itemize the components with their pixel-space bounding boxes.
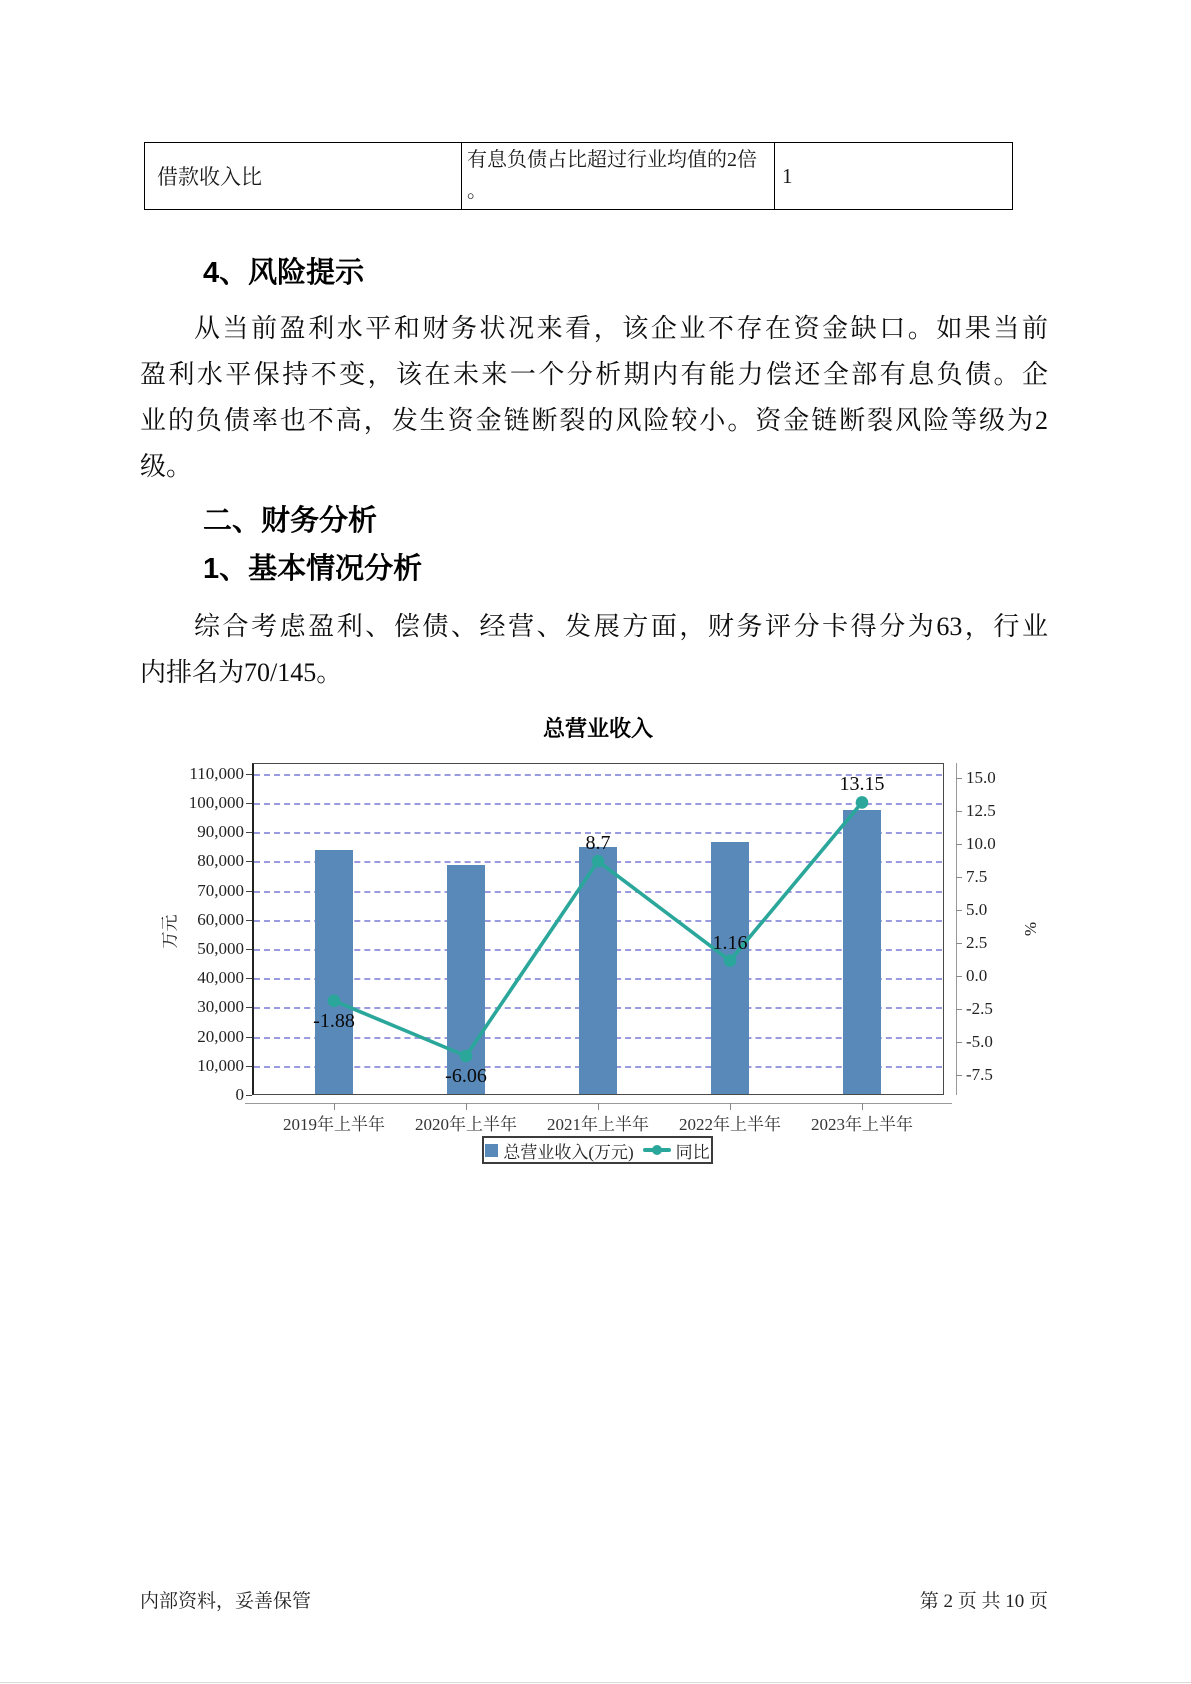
left-axis-tick <box>246 803 252 804</box>
table-cell-description: 有息负债占比超过行业均值的2倍 。 <box>462 143 775 210</box>
left-tick-label: 40,000 <box>197 968 244 988</box>
legend-item-revenue <box>485 1138 633 1163</box>
continuation-table <box>144 142 1013 210</box>
data-point-marker <box>328 995 341 1008</box>
paragraph-line: 业的负债率也不高，发生资金链断裂的风险较小。资金链断裂风险等级为2 <box>140 406 1048 435</box>
x-axis-tick <box>730 1103 731 1110</box>
data-point-label: -6.06 <box>445 1064 487 1087</box>
left-axis-tick <box>246 891 252 892</box>
left-axis-tick <box>246 832 252 833</box>
line-dot-icon <box>652 1145 662 1155</box>
data-point-label: 13.15 <box>839 773 885 796</box>
legend-label-yoy: 同比 <box>675 1142 710 1162</box>
left-tick-label: 20,000 <box>197 1026 244 1046</box>
x-tick-label: 2022年上半年 <box>679 1115 781 1134</box>
left-axis-tick <box>246 978 252 979</box>
right-axis-tick <box>956 976 962 977</box>
left-tick-label: 50,000 <box>197 939 244 958</box>
right-axis-tick <box>956 778 962 779</box>
left-tick-label: 10,000 <box>197 1055 244 1075</box>
right-axis-tick <box>956 1075 962 1076</box>
left-tick-label: 30,000 <box>197 997 244 1017</box>
right-axis-tick <box>956 910 962 911</box>
data-point-label: -1.88 <box>313 1009 355 1032</box>
legend-item-yoy <box>643 1138 710 1163</box>
left-tick-label: 100,000 <box>188 793 244 812</box>
left-tick-label: 0 <box>235 1085 244 1104</box>
paragraph-line: 级。 <box>140 452 193 481</box>
footer-page-number: 第 2 页 共 10 页 <box>919 1591 1048 1612</box>
right-tick-label: 0.0 <box>966 966 988 985</box>
table-cell-value: 1 <box>775 143 1013 210</box>
x-axis-tick <box>862 1103 863 1110</box>
data-point-marker <box>724 954 737 967</box>
right-tick-label: -2.5 <box>966 999 993 1018</box>
x-tick-label: 2023年上半年 <box>811 1115 913 1134</box>
left-axis-tick <box>246 1007 252 1008</box>
data-point-label: 1.16 <box>712 931 748 954</box>
table-cell-metric-name: 借款收入比 <box>145 143 462 210</box>
left-axis-tick <box>246 1095 252 1096</box>
left-axis-title: 万元 <box>160 914 180 949</box>
legend-label-revenue: 总营业收入(万元) <box>503 1142 634 1162</box>
x-tick-label: 2019年上半年 <box>283 1115 385 1134</box>
right-axis-tick <box>956 877 962 878</box>
footer-confidential-note: 内部资料，妥善保管 <box>140 1591 312 1612</box>
x-axis-tick <box>334 1103 335 1110</box>
left-axis-tick <box>246 920 252 921</box>
left-tick-label: 90,000 <box>197 822 244 842</box>
right-axis-title: % <box>1021 921 1040 937</box>
paragraph-line: 综合考虑盈利、偿债、经营、发展方面，财务评分卡得分为63，行业 <box>194 612 1048 641</box>
right-tick-label: 2.5 <box>966 933 988 952</box>
right-axis-tick <box>956 943 962 944</box>
left-tick-label: 60,000 <box>197 909 244 929</box>
right-axis-tick <box>956 1009 962 1010</box>
right-axis-tick <box>956 811 962 812</box>
right-tick-label: 7.5 <box>966 867 988 886</box>
basic-heading: 1、基本情况分析 <box>203 553 423 585</box>
finance-heading: 二、财务分析 <box>203 505 378 537</box>
data-point-label: 8.7 <box>585 832 611 855</box>
left-tick-label: 110,000 <box>189 763 244 783</box>
paragraph-line: 盈利水平保持不变，该在未来一个分析期内有能力偿还全部有息负债。企 <box>140 360 1048 389</box>
right-tick-label: 5.0 <box>966 900 988 919</box>
yoy-line-series <box>252 763 944 1095</box>
page-edge <box>0 1682 1191 1683</box>
data-point-marker <box>856 796 869 809</box>
basic-paragraph <box>140 604 1048 696</box>
paragraph-line: 从当前盈利水平和财务状况来看，该企业不存在资金缺口。如果当前 <box>194 314 1048 343</box>
table-row <box>145 143 1013 210</box>
left-tick-label: 70,000 <box>197 880 244 900</box>
x-axis-tick <box>598 1103 599 1110</box>
x-tick-label: 2021年上半年 <box>547 1115 649 1134</box>
left-axis-tick <box>246 861 252 862</box>
left-axis-tick <box>246 1066 252 1067</box>
risk-paragraph <box>140 306 1048 490</box>
left-tick-label: 80,000 <box>197 851 244 871</box>
right-tick-label: 15.0 <box>966 768 996 787</box>
bar-swatch-icon <box>485 1144 498 1157</box>
chart-legend <box>482 1136 713 1164</box>
data-point-marker <box>460 1050 473 1063</box>
right-tick-label: -7.5 <box>966 1065 993 1084</box>
right-tick-label: 12.5 <box>966 801 996 820</box>
right-tick-label: 10.0 <box>966 834 996 853</box>
right-axis-tick <box>956 1042 962 1043</box>
left-axis-tick <box>246 949 252 950</box>
right-axis-spine <box>956 763 957 1095</box>
right-axis-tick <box>956 844 962 845</box>
chart-title: 总营业收入 <box>542 716 653 741</box>
line-marker-icon <box>643 1148 671 1152</box>
left-axis-tick <box>246 1037 252 1038</box>
data-point-marker <box>592 855 605 868</box>
right-tick-label: -5.0 <box>966 1032 993 1051</box>
risk-heading: 4、风险提示 <box>203 257 365 289</box>
x-axis-tick <box>466 1103 467 1110</box>
paragraph-line: 内排名为70/145。 <box>140 658 343 687</box>
x-tick-label: 2020年上半年 <box>415 1115 517 1134</box>
left-axis-tick <box>246 774 252 775</box>
